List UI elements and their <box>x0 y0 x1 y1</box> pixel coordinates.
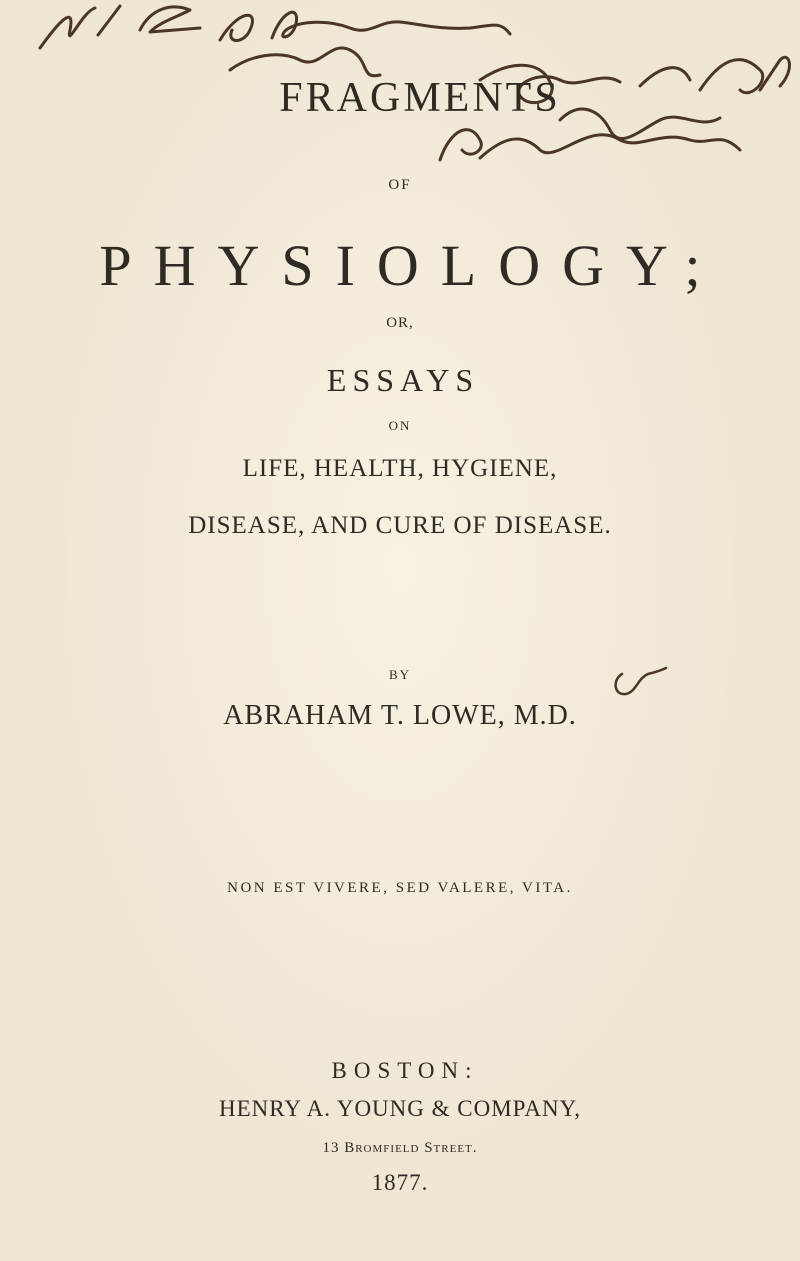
author-name: ABRAHAM T. LOWE, M.D. <box>223 700 577 731</box>
topics-line-2: DISEASE, AND CURE OF DISEASE. <box>188 512 612 539</box>
title-subject: PHYSIOLOGY; <box>99 233 723 298</box>
byline-label: BY <box>388 667 412 682</box>
publication-place: BOSTON: <box>331 1058 479 1083</box>
topics-line-1: LIFE, HEALTH, HYGIENE, <box>242 455 558 482</box>
publisher-name: HENRY A. YOUNG & COMPANY, <box>219 1096 581 1121</box>
title-main: FRAGMENTS <box>279 75 561 121</box>
subtitle: ESSAYS <box>326 362 480 398</box>
alt-title-conjunction: OR, <box>386 315 414 331</box>
handwritten-mark <box>608 664 668 704</box>
motto: NON EST VIVERE, SED VALERE, VITA. <box>227 880 573 896</box>
title-of: OF <box>388 177 412 193</box>
subtitle-on: ON <box>388 418 412 433</box>
publisher-address: 13 Bromfield Street. <box>322 1140 478 1156</box>
publication-year: 1877. <box>371 1170 429 1195</box>
